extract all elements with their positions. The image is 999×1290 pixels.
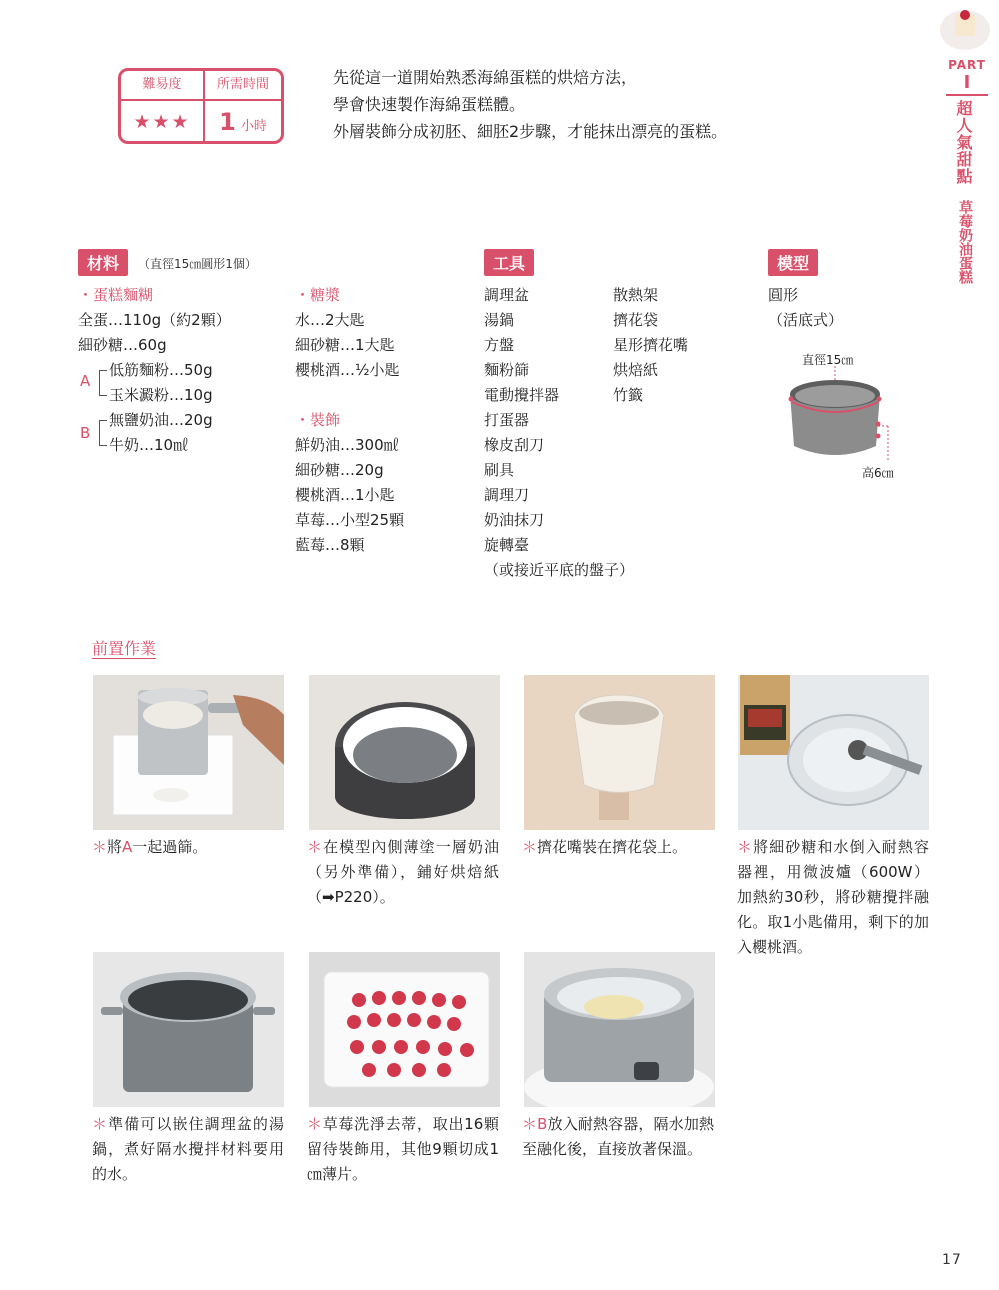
tool-item: 橡皮刮刀 xyxy=(484,436,545,454)
ingredient: 細砂糖…60g xyxy=(78,336,167,354)
time-unit: 小時 xyxy=(240,119,267,134)
step-highlight: B xyxy=(537,1115,548,1133)
materials-label: 材料 xyxy=(78,249,128,276)
tool-item: 竹籤 xyxy=(613,386,644,404)
ingredient: 鮮奶油…300㎖ xyxy=(295,436,399,454)
tool-item: 調理盆 xyxy=(484,286,530,304)
tools-label: 工具 xyxy=(484,249,534,276)
ingredient: 櫻桃酒…½小匙 xyxy=(295,361,400,379)
tool-item: 麵粉篩 xyxy=(484,361,530,379)
step-asterisk: ＊ xyxy=(92,838,108,856)
tool-item: 奶油抹刀 xyxy=(484,511,545,529)
intro-line: 學會快速製作海綿蛋糕體。 xyxy=(333,95,526,114)
recipe-title: 草莓奶油蛋糕 xyxy=(957,200,973,284)
ingredient: 藍莓…8顆 xyxy=(295,536,365,554)
ingredient: 低筋麵粉…50g xyxy=(109,361,213,379)
tool-item: 散熱架 xyxy=(613,286,659,304)
tools-list-1 xyxy=(484,283,634,583)
step-text: 在模型內側薄塗一層奶油（另外準備），鋪好烘焙紙（➡P220）。 xyxy=(307,838,499,906)
tool-item: 烘焙紙 xyxy=(613,361,659,379)
step-prefix: 將 xyxy=(107,838,123,856)
step-text: 放入耐熱容器，隔水加熱至融化後，直接放著保溫。 xyxy=(522,1115,714,1158)
time-value xyxy=(205,101,281,143)
prep-step xyxy=(522,1112,714,1162)
time-label: 所需時間 xyxy=(205,71,281,101)
ingredient: 細砂糖…1大匙 xyxy=(295,336,395,354)
group-a-label: A xyxy=(80,372,91,390)
sugar-water-bowl-photo xyxy=(738,675,929,830)
ingredient: 全蛋…110g（約2顆） xyxy=(78,311,231,329)
group-b-bracket xyxy=(99,420,107,446)
syrup-title: ・糖漿 xyxy=(295,286,341,304)
intro-line: 外層裝飾分成初胚、細胚2步驟，才能抹出漂亮的蛋糕。 xyxy=(333,122,728,141)
melting-butter-photo xyxy=(524,952,715,1107)
batter-list xyxy=(78,283,231,358)
ingredient: 細砂糖…20g xyxy=(295,461,384,479)
ingredient: 玉米澱粉…10g xyxy=(109,386,213,404)
tool-item: 星形擠花嘴 xyxy=(613,336,689,354)
step-highlight: A xyxy=(122,838,133,856)
tool-item: 湯鍋 xyxy=(484,311,515,329)
materials-note: （直徑15㎝圓形1個） xyxy=(138,257,257,271)
ingredient: 櫻桃酒…1小匙 xyxy=(295,486,395,504)
intro-text xyxy=(333,64,727,145)
step-asterisk: ＊ xyxy=(92,1115,109,1133)
step-text: 擠花嘴裝在擠花袋上。 xyxy=(537,838,688,856)
mold-height: 高6㎝ xyxy=(862,466,894,480)
group-a-list xyxy=(109,358,213,458)
tool-item: 電動攪拌器 xyxy=(484,386,560,404)
tools-list-2 xyxy=(613,283,688,408)
batter-title: ・蛋糕麵糊 xyxy=(78,286,154,304)
syrup-list xyxy=(295,283,404,558)
prep-step xyxy=(307,835,499,910)
pot-photo xyxy=(93,952,284,1107)
group-b-label: B xyxy=(80,424,91,442)
prep-step xyxy=(522,835,714,860)
intro-line: 先從這一道開始熟悉海綿蛋糕的烘焙方法， xyxy=(333,68,638,87)
prep-step xyxy=(92,835,284,860)
cake-thumbnail-berry xyxy=(960,10,970,20)
step-asterisk: ＊ xyxy=(522,838,538,856)
ingredient: 草莓…小型25顆 xyxy=(295,511,405,529)
ingredient: 牛奶…10㎖ xyxy=(109,436,189,454)
part-number: I xyxy=(963,72,971,93)
sifting-flour-photo xyxy=(93,675,284,830)
step-text: 一起過篩。 xyxy=(132,838,208,856)
piping-bag-photo xyxy=(524,675,715,830)
deco-title: ・裝飾 xyxy=(295,411,341,429)
strawberries-tray-photo xyxy=(309,952,500,1107)
lined-mold-photo xyxy=(309,675,500,830)
step-asterisk: ＊ xyxy=(737,838,754,856)
part-divider xyxy=(946,94,988,96)
ingredient: 水…2大匙 xyxy=(295,311,365,329)
tool-item: 調理刀 xyxy=(484,486,530,504)
mold-illustration xyxy=(780,366,910,466)
difficulty-time-stamp xyxy=(118,68,284,144)
part-label: PART xyxy=(948,58,986,72)
step-text: 準備可以嵌住調理盆的湯鍋，煮好隔水攪拌材料要用的水。 xyxy=(92,1115,284,1183)
tool-item: 擠花袋 xyxy=(613,311,659,329)
step-asterisk: ＊ xyxy=(522,1115,538,1133)
time-number: 1 xyxy=(219,108,236,136)
section-title: 超人氣甜點 xyxy=(954,100,973,185)
tool-item: （或接近平底的盤子） xyxy=(484,561,635,579)
step-text: 草莓洗淨去蒂，取出16顆留待裝飾用，其他9顆切成1㎝薄片。 xyxy=(307,1115,499,1183)
step-text: 將細砂糖和水倒入耐熱容器裡，用微波爐（600W）加熱約30秒，將砂糖攪拌融化。取1小匙備用，剩下的加入櫻桃酒。 xyxy=(737,838,929,956)
mold-type: （活底式） xyxy=(768,311,844,329)
mold-shape: 圓形 xyxy=(768,286,799,304)
step-asterisk: ＊ xyxy=(307,838,324,856)
difficulty-stars: ★★★ xyxy=(133,111,191,133)
prep-title: 前置作業 xyxy=(92,639,157,658)
mold-list xyxy=(768,283,843,333)
difficulty-label: 難易度 xyxy=(121,71,203,101)
prep-step xyxy=(737,835,929,960)
tool-item: 旋轉臺 xyxy=(484,536,530,554)
step-asterisk: ＊ xyxy=(307,1115,323,1133)
group-a-bracket xyxy=(99,370,107,396)
prep-step xyxy=(307,1112,499,1187)
page-number: 17 xyxy=(942,1252,962,1268)
tool-item: 方盤 xyxy=(484,336,515,354)
prep-step xyxy=(92,1112,284,1187)
ingredient: 無鹽奶油…20g xyxy=(109,411,213,429)
mold-diameter: 直徑15㎝ xyxy=(802,353,854,367)
mold-label: 模型 xyxy=(768,249,818,276)
tool-item: 打蛋器 xyxy=(484,411,530,429)
tool-item: 刷具 xyxy=(484,461,515,479)
